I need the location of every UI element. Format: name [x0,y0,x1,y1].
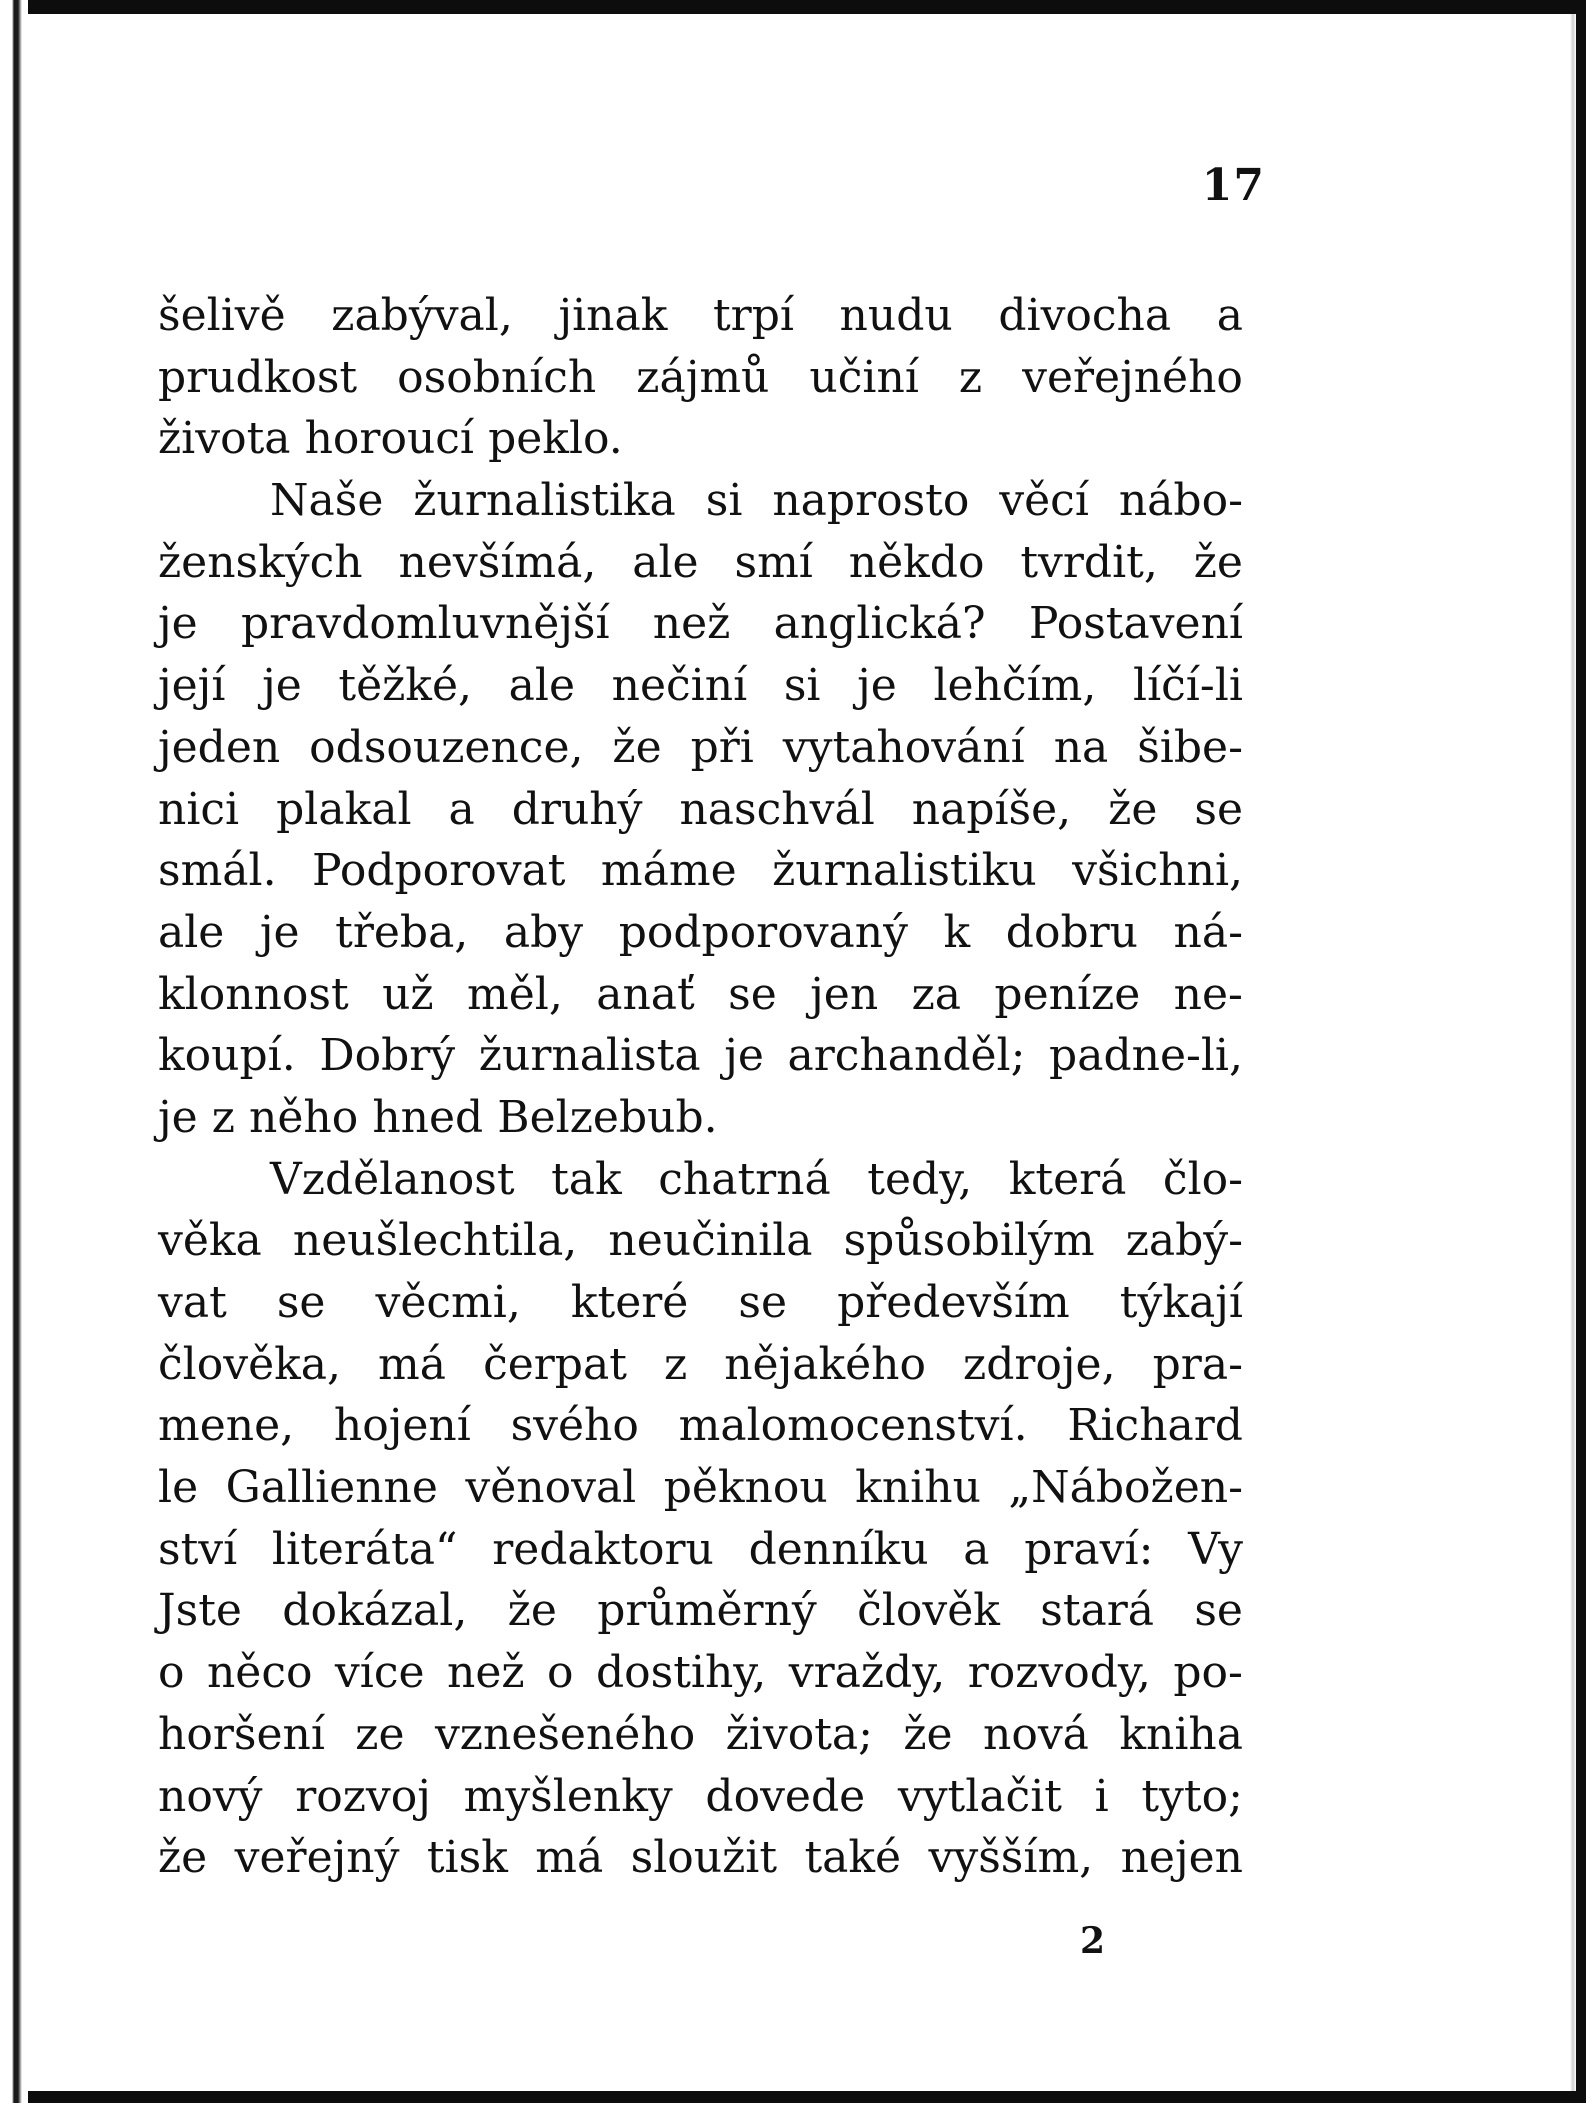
text-line: šelivě zabýval, jinak trpí nudu divocha a [158,290,1243,341]
text-line: ství literáta“ redaktoru denníku a praví: Vy [158,1523,1243,1575]
text-line: o něco více než o dostihy, vraždy, rozvody, po- [158,1647,1243,1699]
text-line: ale je třeba, aby podporovaný k dobru ná- [158,906,1243,958]
text-line: koupí. Dobrý žurnalista je archanděl; padne-li, [158,1030,1243,1082]
text-line: Naše žurnalistika si naprosto věcí nábo- [270,475,1243,527]
body-text [158,285,1243,1889]
text-line: mene, hojení svého malomocenství. Richard [158,1400,1243,1452]
text-line: Vzdělanost tak chatrná tedy, která člo- [270,1153,1243,1205]
text-line: věka neušlechtila, neučinila spůsobilým zabý- [158,1215,1243,1267]
text-line: vat se věcmi, které se především týkají [158,1277,1243,1328]
page-right-edge [1570,14,1576,2091]
page-number: 17 [1201,160,1265,211]
signature-mark: 2 [1080,1920,1106,1962]
text-line: života horoucí peklo. [158,413,623,465]
text-line: smál. Podporovat máme žurnalistiku všichni, [158,845,1243,897]
text-line: že veřejný tisk má sloužit také vyšším, nejen [158,1832,1243,1884]
text-line: Jste dokázal, že průměrný člověk stará se [158,1585,1243,1637]
text-line: její je těžké, ale nečiní si je lehčím, líčí-li [158,660,1243,712]
text-line: prudkost osobních zájmů učiní z veřejného [158,351,1243,403]
text-line: člověka, má čerpat z nějakého zdroje, pra- [158,1338,1243,1390]
text-line: horšení ze vznešeného života; že nová kniha [158,1708,1243,1760]
text-line: jeden odsouzence, že při vytahování na šibe- [158,721,1243,773]
text-line: nici plakal a druhý naschvál napíše, že se [158,783,1243,835]
text-line: nový rozvoj myšlenky dovede vytlačit i tyto; [158,1770,1243,1822]
text-line: je pravdomluvnější než anglická? Postavení [158,598,1243,650]
text-line: je z něho hned Belzebub. [158,1091,718,1143]
text-line: klonnost už měl, anať se jen za peníze ne- [158,968,1243,1020]
text-line: ženských nevšímá, ale smí někdo tvrdit, že [158,536,1243,588]
page-left-edge [0,0,28,2103]
text-line: le Gallienne věnoval pěknou knihu „Nábožen- [158,1462,1243,1514]
